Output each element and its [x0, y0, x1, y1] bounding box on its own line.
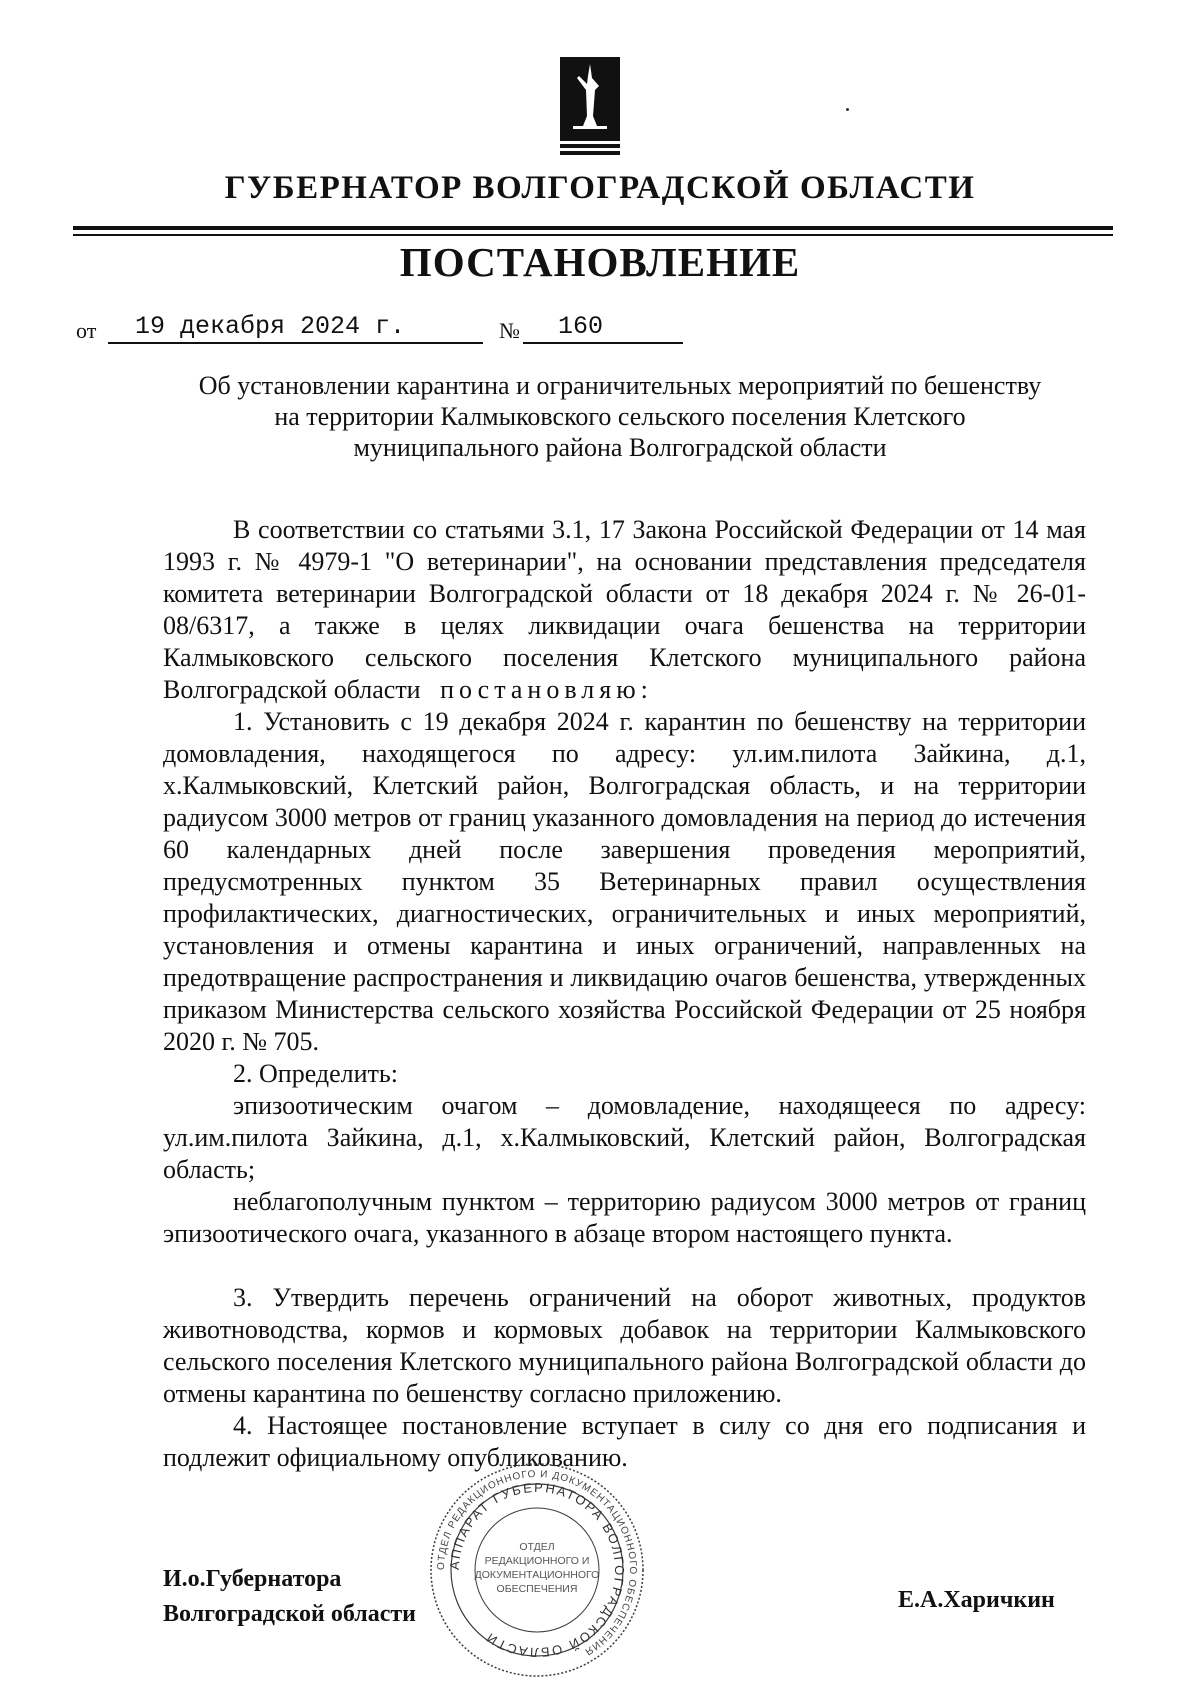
item-2-heading: 2. Определить: [233, 1059, 398, 1088]
item-2-paragraph-a: эпизоотическим очагом – домовладение, находящееся по адресу: ул.им.пилота Зайкина, д.1, х.Калмыковский, Клетский район, Волгоградская область; [163, 1091, 1086, 1184]
preamble-paragraph [163, 514, 1086, 706]
signatory-position-line: И.о.Губернатора [163, 1566, 342, 1592]
number-value: 160 [558, 312, 604, 341]
body-item-3 [163, 1282, 1086, 1410]
stamp-center-text: ОБЕСПЕЧЕНИЯ [496, 1583, 578, 1595]
stamp-ring-text: ОТДЕЛ РЕДАКЦИОННОГО И ДОКУМЕНТАЦИОННОГО ОБЕСПЕЧЕНИЯ [435, 1468, 639, 1658]
date-underline [108, 342, 483, 344]
official-seal-stamp [427, 1460, 647, 1680]
document-type-title: ПОСТАНОВЛЕНИЕ [399, 239, 801, 285]
item-1-paragraph: 1. Установить с 19 декабря 2024 г. карантин по бешенству на территории домовладения, находящегося по адресу: ул.им.пилота Зайкина, д.1, х.Калмыковский, Клетский район, Волгоградская область, и на территории радиусом 3000 метров от границ указанного домовладения на период до истечения 60 календарных дней после завершения проведения мероприятий, предусмотренных пунктом 35 Ветеринарных правил осуществления профилактических, диагностических, ограничительных и иных мероприятий, установления и отмены карантина и иных ограничений, направленных на предотвращение распространения и ликвидацию очагов бешенства, утвержденных приказом Министерства сельского хозяйства Российской Федерации от 25 ноября 2020 г. № 705. [163, 707, 1086, 1056]
date-value: 19 декабря 2024 г. [135, 312, 406, 341]
preamble-text: В соответствии со статьями 3.1, 17 Закона Российской Федерации от 14 мая 1993 г. № 4979-1 "О ветеринарии", на основании представления председателя комитета ветеринарии Волгоградской области от 18 декабря 2024 г. № 26-01-08/6317, а также в целях ликвидации очага бешенства на территории Калмыковского сельского поселения Клетского муниципального района Волгоградской области [163, 515, 1086, 704]
subject-line: муниципального района Волгоградской области [353, 433, 887, 462]
coat-of-arms-emblem [559, 56, 621, 156]
stamp-center-text: РЕДАКЦИОННОГО И [484, 1555, 590, 1567]
stamp-center-text: ДОКУМЕНТАЦИОННОГО [474, 1569, 600, 1581]
number-underline [523, 342, 683, 344]
body-item-2 [163, 1058, 1086, 1250]
item-3-paragraph: 3. Утвердить перечень ограничений на оборот животных, продуктов животноводства, кормов и кормовых добавок на территории Калмыковского сельского поселения Клетского муниципального района Волгоградской области до отмены карантина по бешенству согласно приложению. [163, 1283, 1086, 1408]
decree-word: постановляю: [440, 675, 653, 704]
signatory-name: Е.А.Харичкин [898, 1587, 1055, 1613]
scan-speck [846, 108, 849, 111]
document-body [163, 514, 1086, 706]
stamp-outer-text: АППАРАТ ГУБЕРНАТОРА ВОЛГОГРАДСКОЙ ОБЛАСТИ [446, 1479, 628, 1661]
signatory-position-line: Волгоградской области [163, 1601, 416, 1627]
authority-title: ГУБЕРНАТОР ВОЛГОГРАДСКОЙ ОБЛАСТИ [224, 170, 976, 206]
signatory-position [163, 1562, 416, 1632]
stamp-center-text: ОТДЕЛ [519, 1541, 555, 1553]
header-divider-thin [73, 234, 1113, 236]
item-4-paragraph: 4. Настоящее постановление вступает в силу со дня его подписания и подлежит официальному опубликованию. [163, 1411, 1086, 1472]
header-divider-thick [73, 226, 1113, 230]
document-subject [120, 370, 1120, 463]
number-label: № [499, 318, 520, 343]
body-item-1 [163, 706, 1086, 1058]
subject-line: Об установлении карантина и ограничительных мероприятий по бешенству [198, 371, 1042, 400]
date-label: от [76, 318, 97, 343]
subject-line: на территории Калмыковского сельского поселения Клетского [274, 402, 966, 431]
item-2-paragraph-b: неблагополучным пунктом – территорию радиусом 3000 метров от границ эпизоотического очага, указанного в абзаце втором настоящего пункта. [163, 1187, 1086, 1248]
